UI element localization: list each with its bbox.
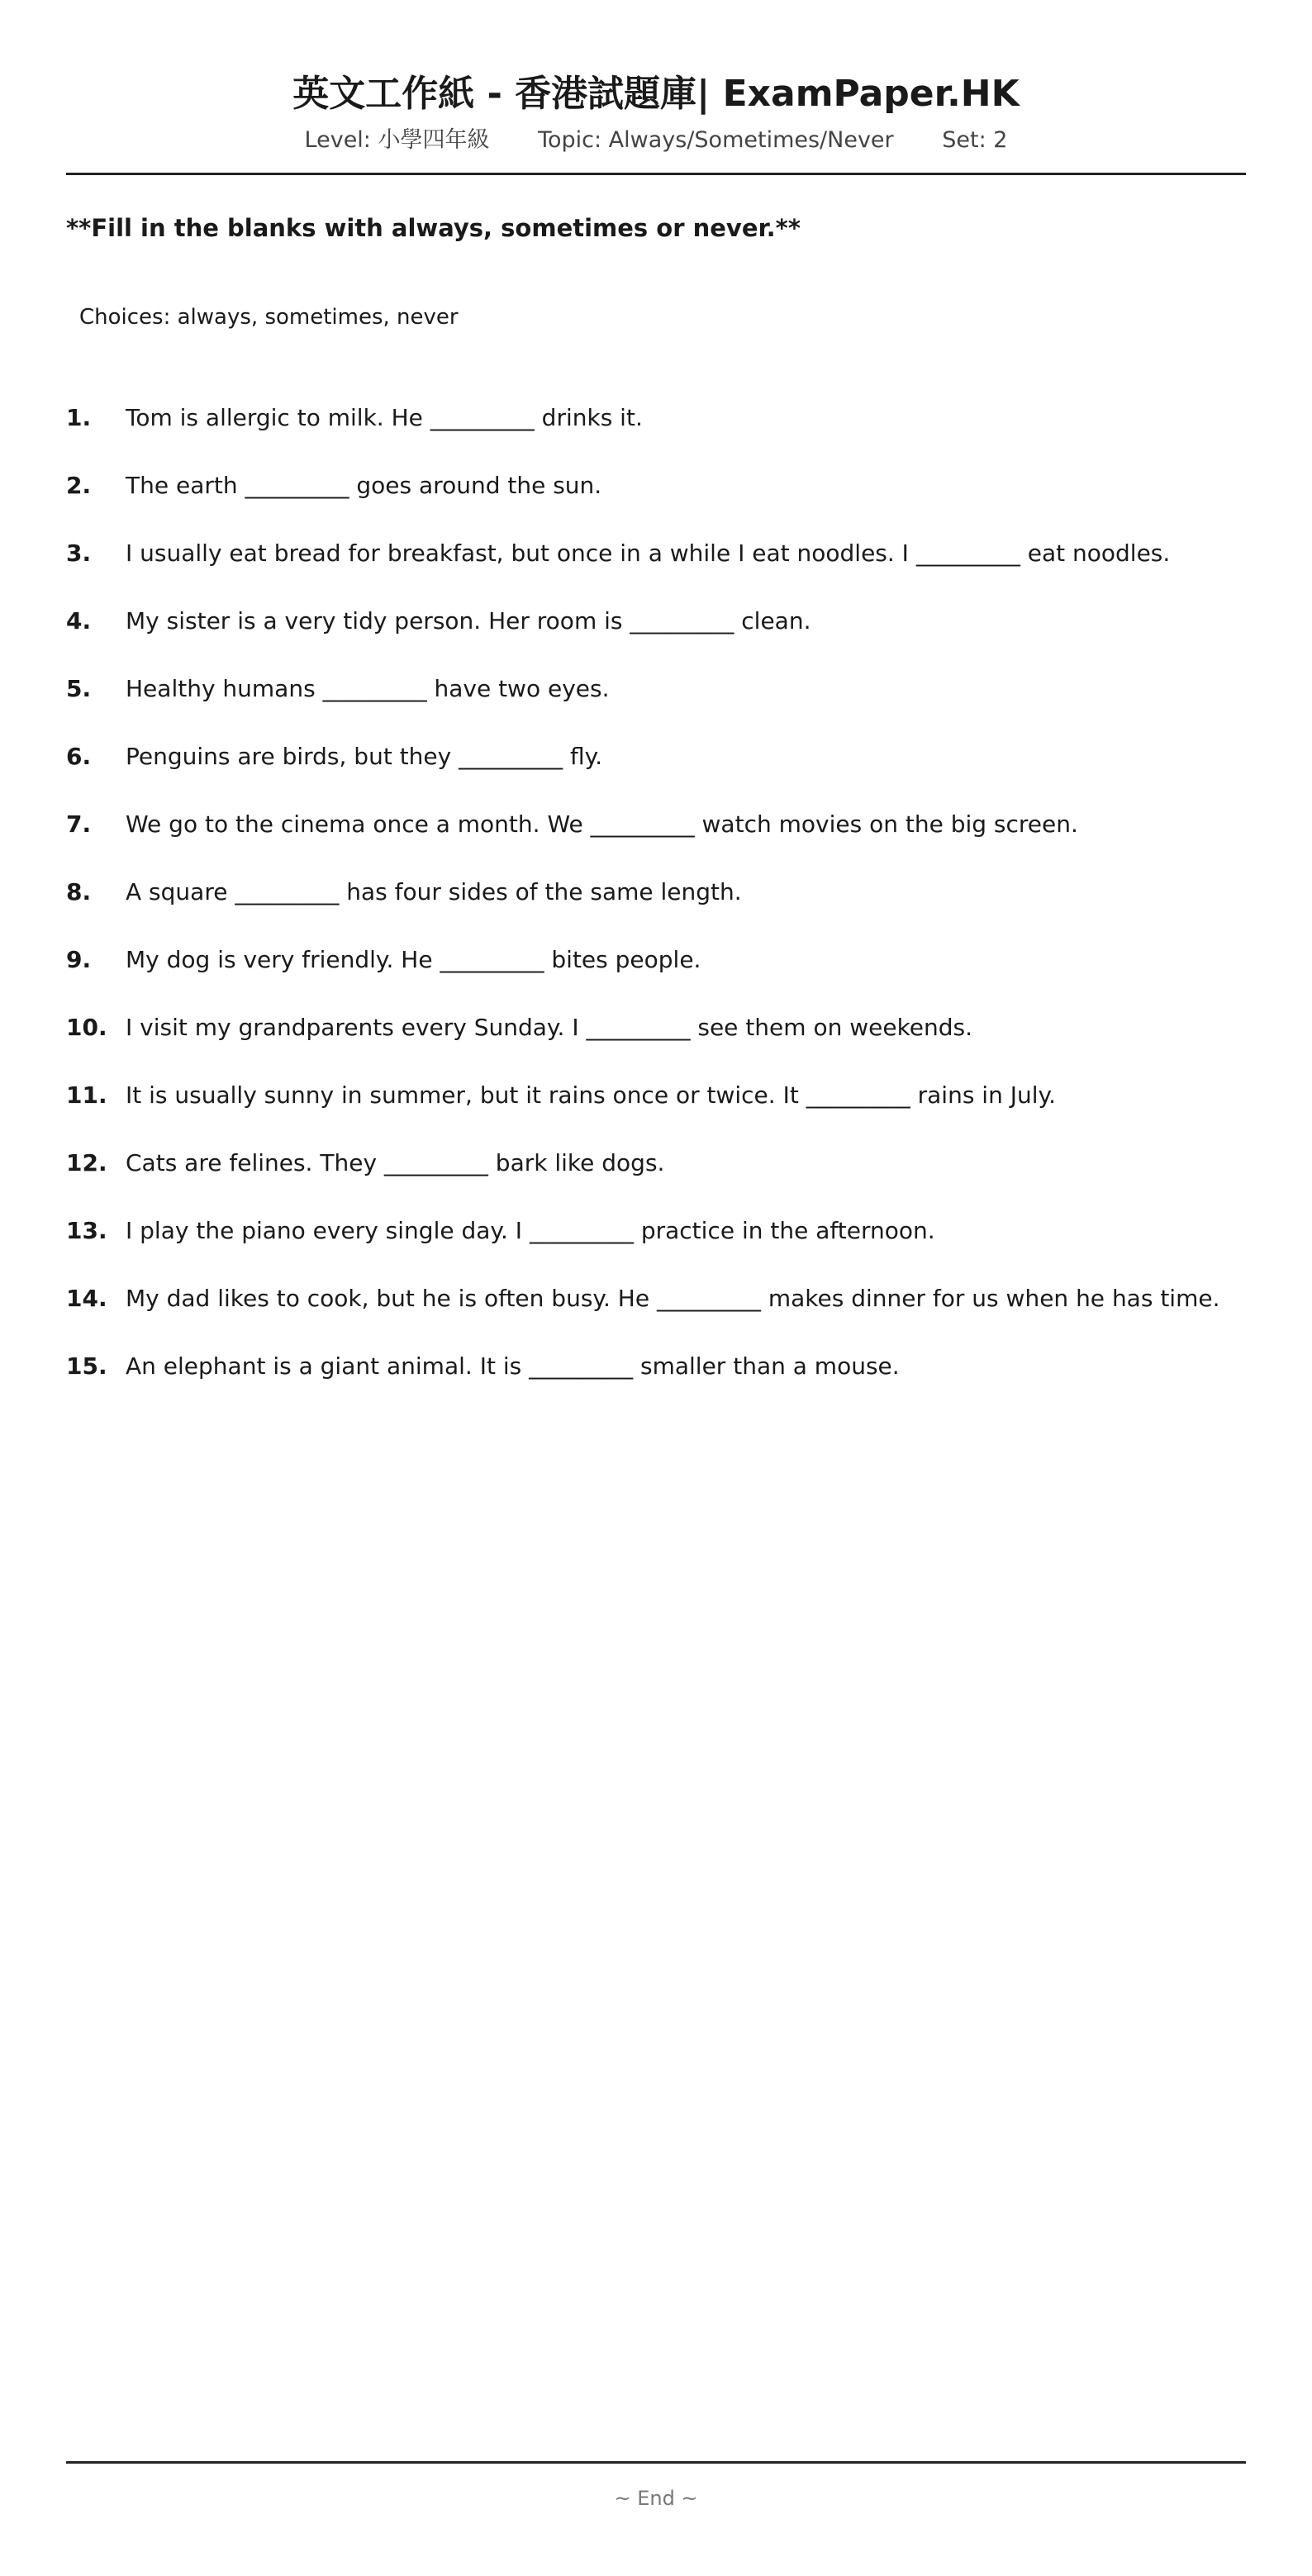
question-text: A square _________ has four sides of the same length.	[126, 878, 742, 905]
question-text: I play the piano every single day. I _________ practice in the afternoon.	[126, 1217, 935, 1244]
question-number: 2.	[66, 472, 92, 499]
instruction-text: **Fill in the blanks with always, sometimes or never.**	[66, 214, 801, 242]
question-text: My dog is very friendly. He _________ bites people.	[126, 946, 701, 973]
question-number: 11.	[66, 1081, 107, 1109]
question-text: Cats are felines. They _________ bark like dogs.	[126, 1149, 665, 1176]
question-number: 9.	[66, 946, 92, 973]
worksheet-meta	[66, 124, 1246, 157]
question-number: 14.	[66, 1285, 107, 1312]
question-text: We go to the cinema once a month. We _________ watch movies on the big screen.	[126, 810, 1078, 838]
question-text: I visit my grandparents every Sunday. I _________ see them on weekends.	[126, 1014, 973, 1041]
question-text: Healthy humans _________ have two eyes.	[126, 675, 610, 702]
set-label: Set: 2	[942, 127, 1008, 153]
question-item	[66, 535, 1279, 603]
question-text: Tom is allergic to milk. He _________ drinks it.	[126, 404, 643, 431]
question-number: 5.	[66, 675, 92, 702]
topic-label: Topic: Always/Sometimes/Never	[538, 127, 894, 153]
question-item	[66, 1145, 1279, 1213]
question-number: 12.	[66, 1149, 107, 1176]
question-text: It is usually sunny in summer, but it rains once or twice. It _________ rains in July.	[126, 1081, 1056, 1109]
question-item	[66, 400, 1279, 468]
question-item	[66, 739, 1279, 806]
question-item	[66, 671, 1279, 739]
question-number: 1.	[66, 404, 92, 431]
question-item	[66, 1213, 1279, 1281]
question-item	[66, 806, 1279, 874]
page-title: 英文工作紙 - 香港試題庫| ExamPaper.HK	[292, 73, 1020, 115]
question-number: 4.	[66, 607, 92, 634]
level-label: Level: 小學四年級	[304, 127, 490, 153]
end-marker: ~ End ~	[614, 2487, 698, 2510]
question-number: 8.	[66, 878, 92, 905]
header-divider	[66, 173, 1246, 175]
question-number: 6.	[66, 743, 92, 770]
question-item	[66, 1077, 1279, 1145]
question-number: 7.	[66, 810, 92, 838]
question-item	[66, 942, 1279, 1010]
question-text: I usually eat bread for breakfast, but once in a while I eat noodles. I _________ eat noodles.	[126, 539, 1171, 567]
question-text: The earth _________ goes around the sun.	[126, 472, 602, 499]
question-text: My sister is a very tidy person. Her room is _________ clean.	[126, 607, 811, 634]
question-number: 3.	[66, 539, 92, 567]
question-item	[66, 1010, 1279, 1077]
choices-text: Choices: always, sometimes, never	[79, 305, 459, 330]
question-list	[66, 400, 1279, 1416]
question-number: 15.	[66, 1352, 107, 1380]
question-text: An elephant is a giant animal. It is _________ smaller than a mouse.	[126, 1352, 900, 1380]
question-number: 10.	[66, 1014, 107, 1041]
worksheet-header	[66, 69, 1246, 157]
question-text: Penguins are birds, but they _________ fly.	[126, 743, 603, 770]
question-item	[66, 603, 1279, 671]
question-number: 13.	[66, 1217, 107, 1244]
question-text: My dad likes to cook, but he is often busy. He _________ makes dinner for us when he has time.	[126, 1285, 1220, 1312]
question-item	[66, 874, 1279, 942]
footer-divider	[66, 2461, 1246, 2464]
question-item	[66, 1281, 1279, 1348]
question-item	[66, 468, 1279, 535]
question-item	[66, 1348, 1279, 1416]
